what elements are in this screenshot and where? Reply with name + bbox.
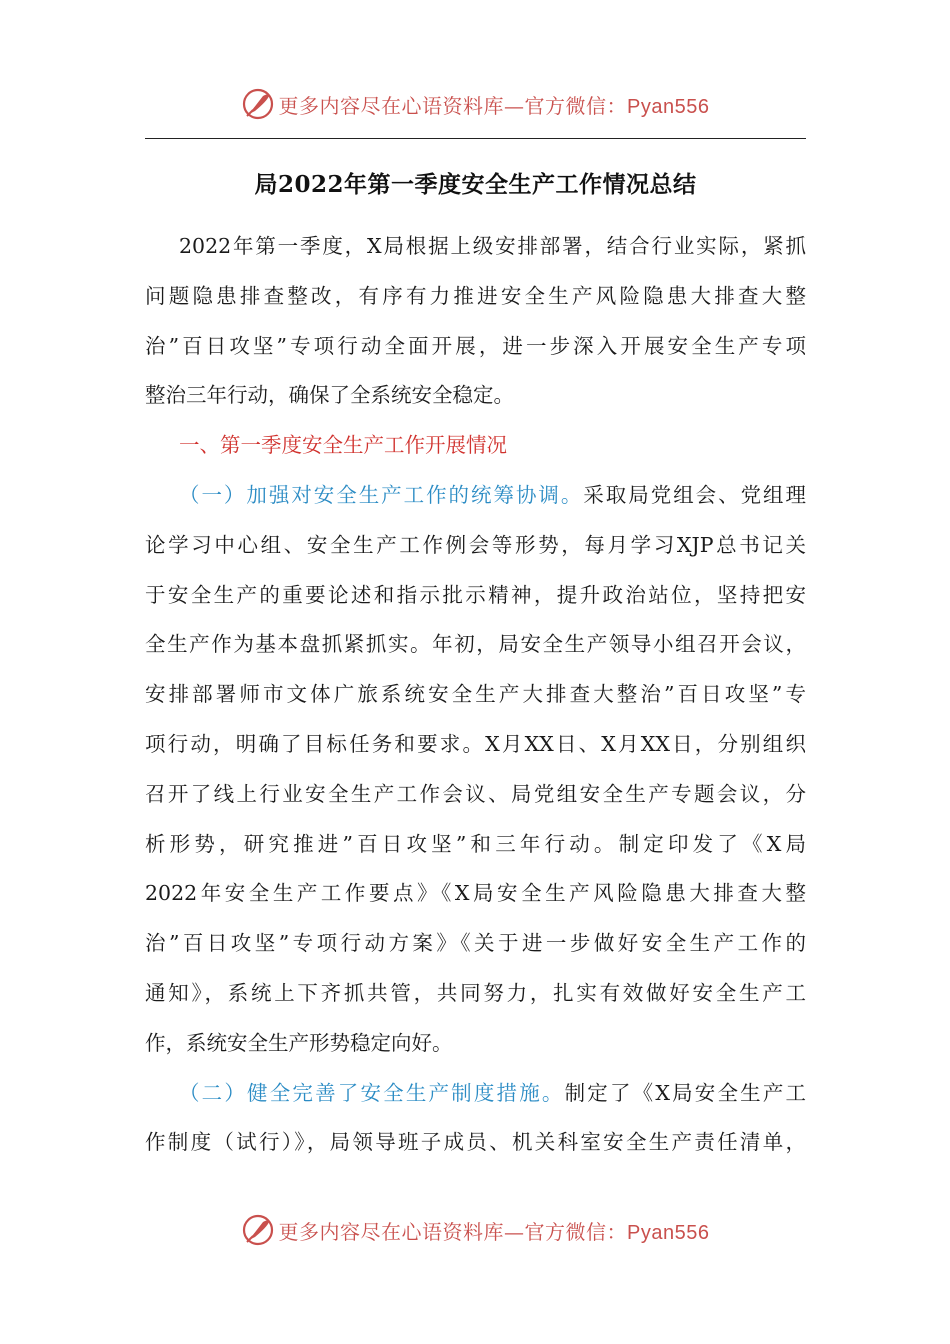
header-banner xyxy=(0,82,950,126)
paragraph-line: 2022年第一季度，X局根据上级安排部署，结合行业实际，紧抓 xyxy=(179,234,806,258)
subsection-heading-1: （一）加强对安全生产工作的统筹协调。 xyxy=(179,482,584,507)
paragraph-line: 作制度（试行）》，局领导班子成员、机关科室安全生产责任清单， xyxy=(145,1130,806,1155)
document-body xyxy=(145,222,806,1168)
header-divider xyxy=(145,138,806,139)
document-title: 局2022年第一季度安全生产工作情况总结 xyxy=(254,171,697,198)
paragraph-line: 论学习中心组、安全生产工作例会等形势，每月学习XJP总书记关 xyxy=(145,532,806,557)
paragraph-line: 治”百日攻坚”专项行动全面开展，进一步深入开展安全生产专项 xyxy=(145,333,806,358)
paragraph-line: 于安全生产的重要论述和指示批示精神，提升政治站位，坚持把安 xyxy=(145,582,806,607)
paragraph-line xyxy=(145,1069,806,1119)
paragraph-line: 召开了线上行业安全生产工作会议、局党组安全生产专题会议，分 xyxy=(145,781,806,806)
quill-pen-logo-icon xyxy=(241,1213,275,1247)
paragraph-line: 2022年安全生产工作要点》《X局安全生产风险隐患大排查大整 xyxy=(145,881,806,906)
quill-pen-logo-icon xyxy=(241,87,275,121)
subsection-heading-2: （二）健全完善了安全生产制度措施。 xyxy=(179,1080,565,1105)
paragraph-line: 析形势，研究推进”百日攻坚”和三年行动。制定印发了《X局 xyxy=(145,831,806,856)
paragraph-line: 整治三年行动，确保了全系统安全稳定。 xyxy=(145,383,514,408)
banner-text: 更多内容尽在心语资料库—官方微信：Pyan556 xyxy=(278,93,710,118)
paragraph-line: 问题隐患排查整改，有序有力推进安全生产风险隐患大排查大整 xyxy=(145,283,806,308)
paragraph-line: 项行动，明确了目标任务和要求。X月XX日、X月XX日，分别组织 xyxy=(145,731,806,756)
paragraph-line: 治”百日攻坚”专项行动方案》《关于进一步做好安全生产工作的 xyxy=(145,931,806,956)
banner-text: 更多内容尽在心语资料库—官方微信：Pyan556 xyxy=(278,1219,710,1244)
wechat-id: Pyan556 xyxy=(627,1221,710,1244)
section-heading-1: 一、第一季度安全生产工作开展情况 xyxy=(179,433,507,458)
paragraph-line: 通知》，系统上下齐抓共管，共同努力，扎实有效做好安全生产工 xyxy=(145,980,806,1005)
paragraph-line: 安排部署师市文体广旅系统安全生产大排查大整治”百日攻坚”专 xyxy=(145,682,806,707)
footer-banner xyxy=(0,1208,950,1252)
paragraph-text: 采取局党组会、党组理 xyxy=(583,482,806,507)
wechat-id: Pyan556 xyxy=(627,95,710,118)
paragraph-line: 作，系统安全生产形势稳定向好。 xyxy=(145,1030,453,1055)
paragraph-line: 全生产作为基本盘抓紧抓实。年初，局安全生产领导小组召开会议， xyxy=(145,632,806,657)
paragraph-text: 制定了《X局安全生产工 xyxy=(564,1080,806,1105)
paragraph-line xyxy=(145,471,806,521)
